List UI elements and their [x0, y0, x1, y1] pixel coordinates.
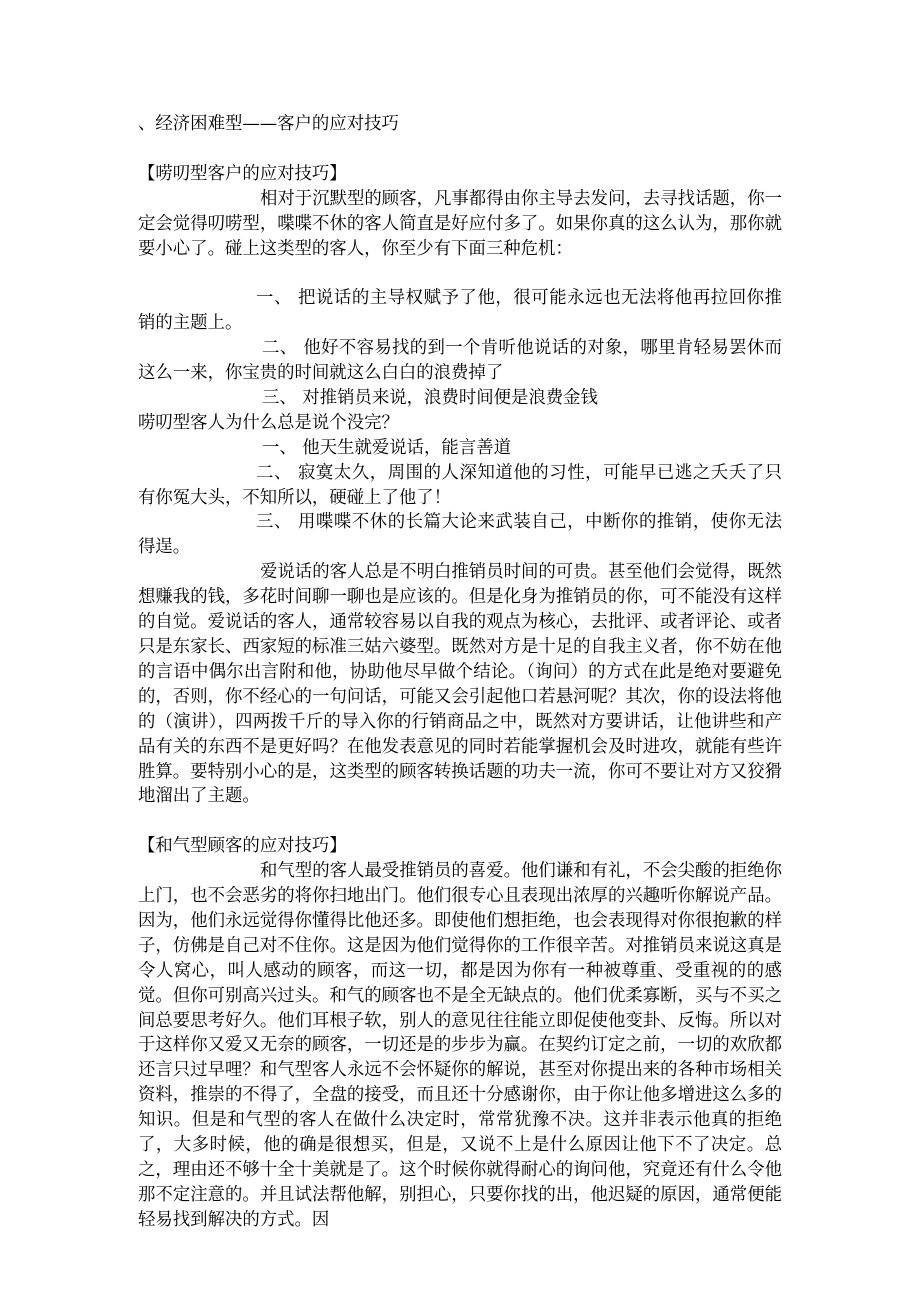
- section-heading-amiable: 【和气型顾客的应对技巧】: [138, 836, 347, 857]
- paragraph-gap: [138, 261, 782, 286]
- section-heading-talkative: 【唠叨型客户的应对技巧】: [138, 163, 347, 184]
- crisis-item-3: 三、 对推销员来说，浪费时间便是浪费金钱: [262, 387, 598, 408]
- paragraph-amiable-body: 和气型的客人最受推销员的喜爱。他们谦和有礼，不会尖酸的拒绝你上门，也不会恶劣的将你扫地出门。他们很专心且表现出浓厚的兴趣听你解说产品。因为，他们永远觉得你懂得比他还多。即使他们想拒绝，也会表现得对你很抱歉的样子，仿佛是自己对不住你。这是因为他们觉得你的工作很辛苦。对推销员来说这真是令人窝心，叫人感动的顾客，而这一切，都是因为你有一种被尊重、受重视的的感觉。但你可别高兴过头。和气的顾客也不是全无缺点的。他们优柔寡断，买与不买之间总要思考好久。他们耳根子软，别人的意见往往能立即促使他变卦、反悔。所以对于这样你又爱又无奈的顾客，一切还是的步步为赢。在契约订定之前，一切的欢欣都还言只过早哩？和气型客人永远不会怀疑你的解说，甚至对你提出来的各种市场相关资料，推崇的不得了，全盘的接受，而且还十分感谢你，由于你让他多增进这么多的知识。但是和气型的客人在做什么决定时，常常犹豫不决。这并非表示他真的拒绝了，大多时候，他的确是很想买，但是，又说不上是什么原因让他下不了决定。总之，理由还不够十全十美就是了。这个时候你就得耐心的询问他，究竟还有什么令他那不定注意的。并且试法帮他解，别担心，只要你找的出，他迟疑的原因，通常便能轻易找到解决的方式。因: [138, 861, 782, 1230]
- reason-item-3: 三、 用喋喋不休的长篇大论来武装自己，中断你的推销，使你无法得逞。: [138, 512, 782, 558]
- reason-item-2: 二、 寂寞太久，周围的人深知道他的习性，可能早已逃之夭夭了只有你冤大头，不知所以，硬碰上了他了！: [138, 462, 782, 508]
- paragraph-intro: 相对于沉默型的顾客，凡事都得由你主导去发问，去寻找话题，你一定会觉得叨唠型，喋喋不休的客人简直是好应付多了。如果你真的这么认为，那你就要小心了。碰上这类型的客人，你至少有下面三种危机：: [138, 188, 782, 259]
- paragraph-talkative-body: 爱说话的客人总是不明白推销员时间的可贵。甚至他们会觉得，既然想赚我的钱，多花时间聊一聊也是应该的。但是化身为推销员的你，可不能没有这样的自觉。爱说话的客人，通常较容易以自我的观点为核心，去批评、或者评论、或者只是东家长、西家短的标准三姑六婆型。既然对方是十足的自我主义者，你不妨在他的言语中偶尔出言附和他，协助他尽早做个结论。（询问）的方式在此是绝对要避免的，否则，你不经心的一句问话，可能又会引起他口若悬河呢？其次，你的设法将他的（演讲），四两拨千斤的导入你的行销商品之中，既然对方要讲话，让他讲些和产品有关的东西不是更好吗？在他发表意见的同时若能掌握机会及时进攻，就能有些许胜算。要特别小心的是，这类型的顾客转换话题的功夫一流，你可不要让对方又狡猾地溜出了主题。: [138, 562, 782, 807]
- document-title: 、经济困难型——客户的应对技巧: [138, 114, 399, 134]
- paragraph-gap: [138, 809, 782, 834]
- reason-item-1: 一、 他天生就爱说话，能言善道: [262, 437, 511, 458]
- crisis-item-1: 一、 把说话的主导权赋予了他，很可能永远也无法将他再拉回你推销的主题上。: [138, 288, 782, 334]
- crisis-item-2: 二、 他好不容易找的到一个肯听他说话的对象，哪里肯轻易罢休而这么一来，你宝贵的时间就这么白白的浪费掉了: [138, 338, 782, 384]
- question-line: 唠叨型客人为什么总是说个没完？: [138, 412, 399, 433]
